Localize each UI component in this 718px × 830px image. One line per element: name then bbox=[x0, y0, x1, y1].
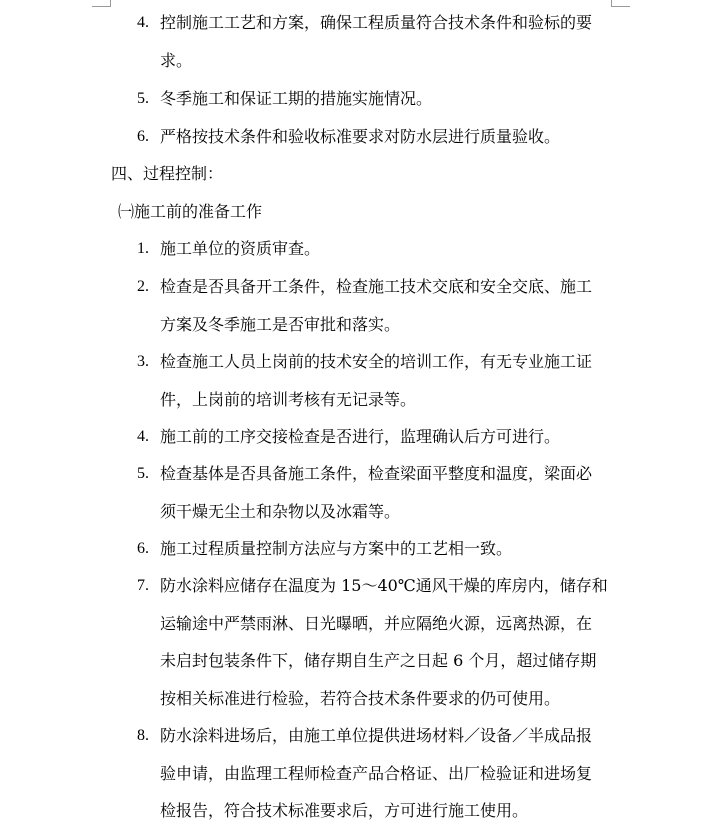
item-number: 2. bbox=[137, 278, 149, 295]
item-text: 施工前的工序交接检查是否进行，监理确认后方可进行。 bbox=[160, 427, 561, 446]
item-number: 6. bbox=[137, 540, 149, 557]
item-text: 防水涂料进场后，由施工单位提供进场材料／设备／半成品报 bbox=[160, 726, 593, 745]
item-text: 防水涂料应储存在温度为 15～40℃通风干燥的库房内，储存和 bbox=[160, 576, 608, 595]
subsection-heading: ㈠施工前的准备工作 bbox=[118, 202, 263, 221]
list-item bbox=[137, 717, 617, 830]
crop-mark-left bbox=[92, 0, 111, 7]
item-text: 检报告，符合技术标准要求后，方可进行施工使用。 bbox=[160, 801, 529, 820]
list-item bbox=[137, 268, 617, 343]
item-text: 须干燥无尘土和杂物以及冰霜等。 bbox=[160, 501, 401, 521]
item-text: 控制施工工艺和方案，确保工程质量符合技术条件和验标的要 bbox=[160, 13, 593, 32]
item-number: 1. bbox=[137, 240, 149, 257]
list-item bbox=[137, 4, 617, 79]
item-number: 4. bbox=[137, 14, 149, 31]
item-text: 严格按技术条件和验收标准要求对防水层进行质量验收。 bbox=[160, 127, 561, 146]
item-number: 5. bbox=[137, 90, 149, 107]
list-item bbox=[137, 343, 617, 418]
list-item bbox=[137, 118, 617, 156]
item-number: 8. bbox=[137, 727, 149, 744]
list-item bbox=[137, 230, 617, 268]
item-number: 3. bbox=[137, 353, 149, 370]
section-heading: 四、过程控制： bbox=[111, 164, 224, 183]
item-text: 检查基体是否具备施工条件，检查梁面平整度和温度，梁面必 bbox=[160, 464, 593, 483]
item-text: 方案及冬季施工是否审批和落实。 bbox=[160, 314, 401, 334]
item-text: 求。 bbox=[160, 50, 193, 70]
item-text: 检查是否具备开工条件，检查施工技术交底和安全交底、施工 bbox=[160, 277, 593, 296]
item-number: 4. bbox=[137, 428, 149, 445]
item-text: 验申请，由监理工程师检查产品合格证、出厂检验证和进场复 bbox=[160, 763, 593, 783]
list-item bbox=[137, 418, 617, 456]
list-item bbox=[137, 567, 617, 717]
item-text: 件，上岗前的培训考核有无记录等。 bbox=[160, 389, 417, 409]
item-text: 未启封包装条件下，储存期自生产之日起 6 个月，超过储存期 bbox=[160, 651, 597, 670]
list-item bbox=[137, 530, 617, 568]
item-text: 施工过程质量控制方法应与方案中的工艺相一致。 bbox=[160, 539, 513, 558]
item-number: 6. bbox=[137, 128, 149, 145]
item-text: 运输途中严禁雨淋、日光曝晒，并应隔绝火源，远离热源，在 bbox=[160, 613, 593, 633]
item-text: 冬季施工和保证工期的措施实施情况。 bbox=[160, 89, 433, 108]
list-item bbox=[137, 80, 617, 118]
item-number: 5. bbox=[137, 465, 149, 482]
item-number: 7. bbox=[137, 577, 149, 594]
item-text: 检查施工人员上岗前的技术安全的培训工作，有无专业施工证 bbox=[160, 352, 593, 371]
item-text: 施工单位的资质审查。 bbox=[160, 239, 321, 258]
list-item bbox=[137, 455, 617, 530]
item-text: 按相关标准进行检验，若符合技术条件要求的仍可使用。 bbox=[160, 688, 561, 708]
